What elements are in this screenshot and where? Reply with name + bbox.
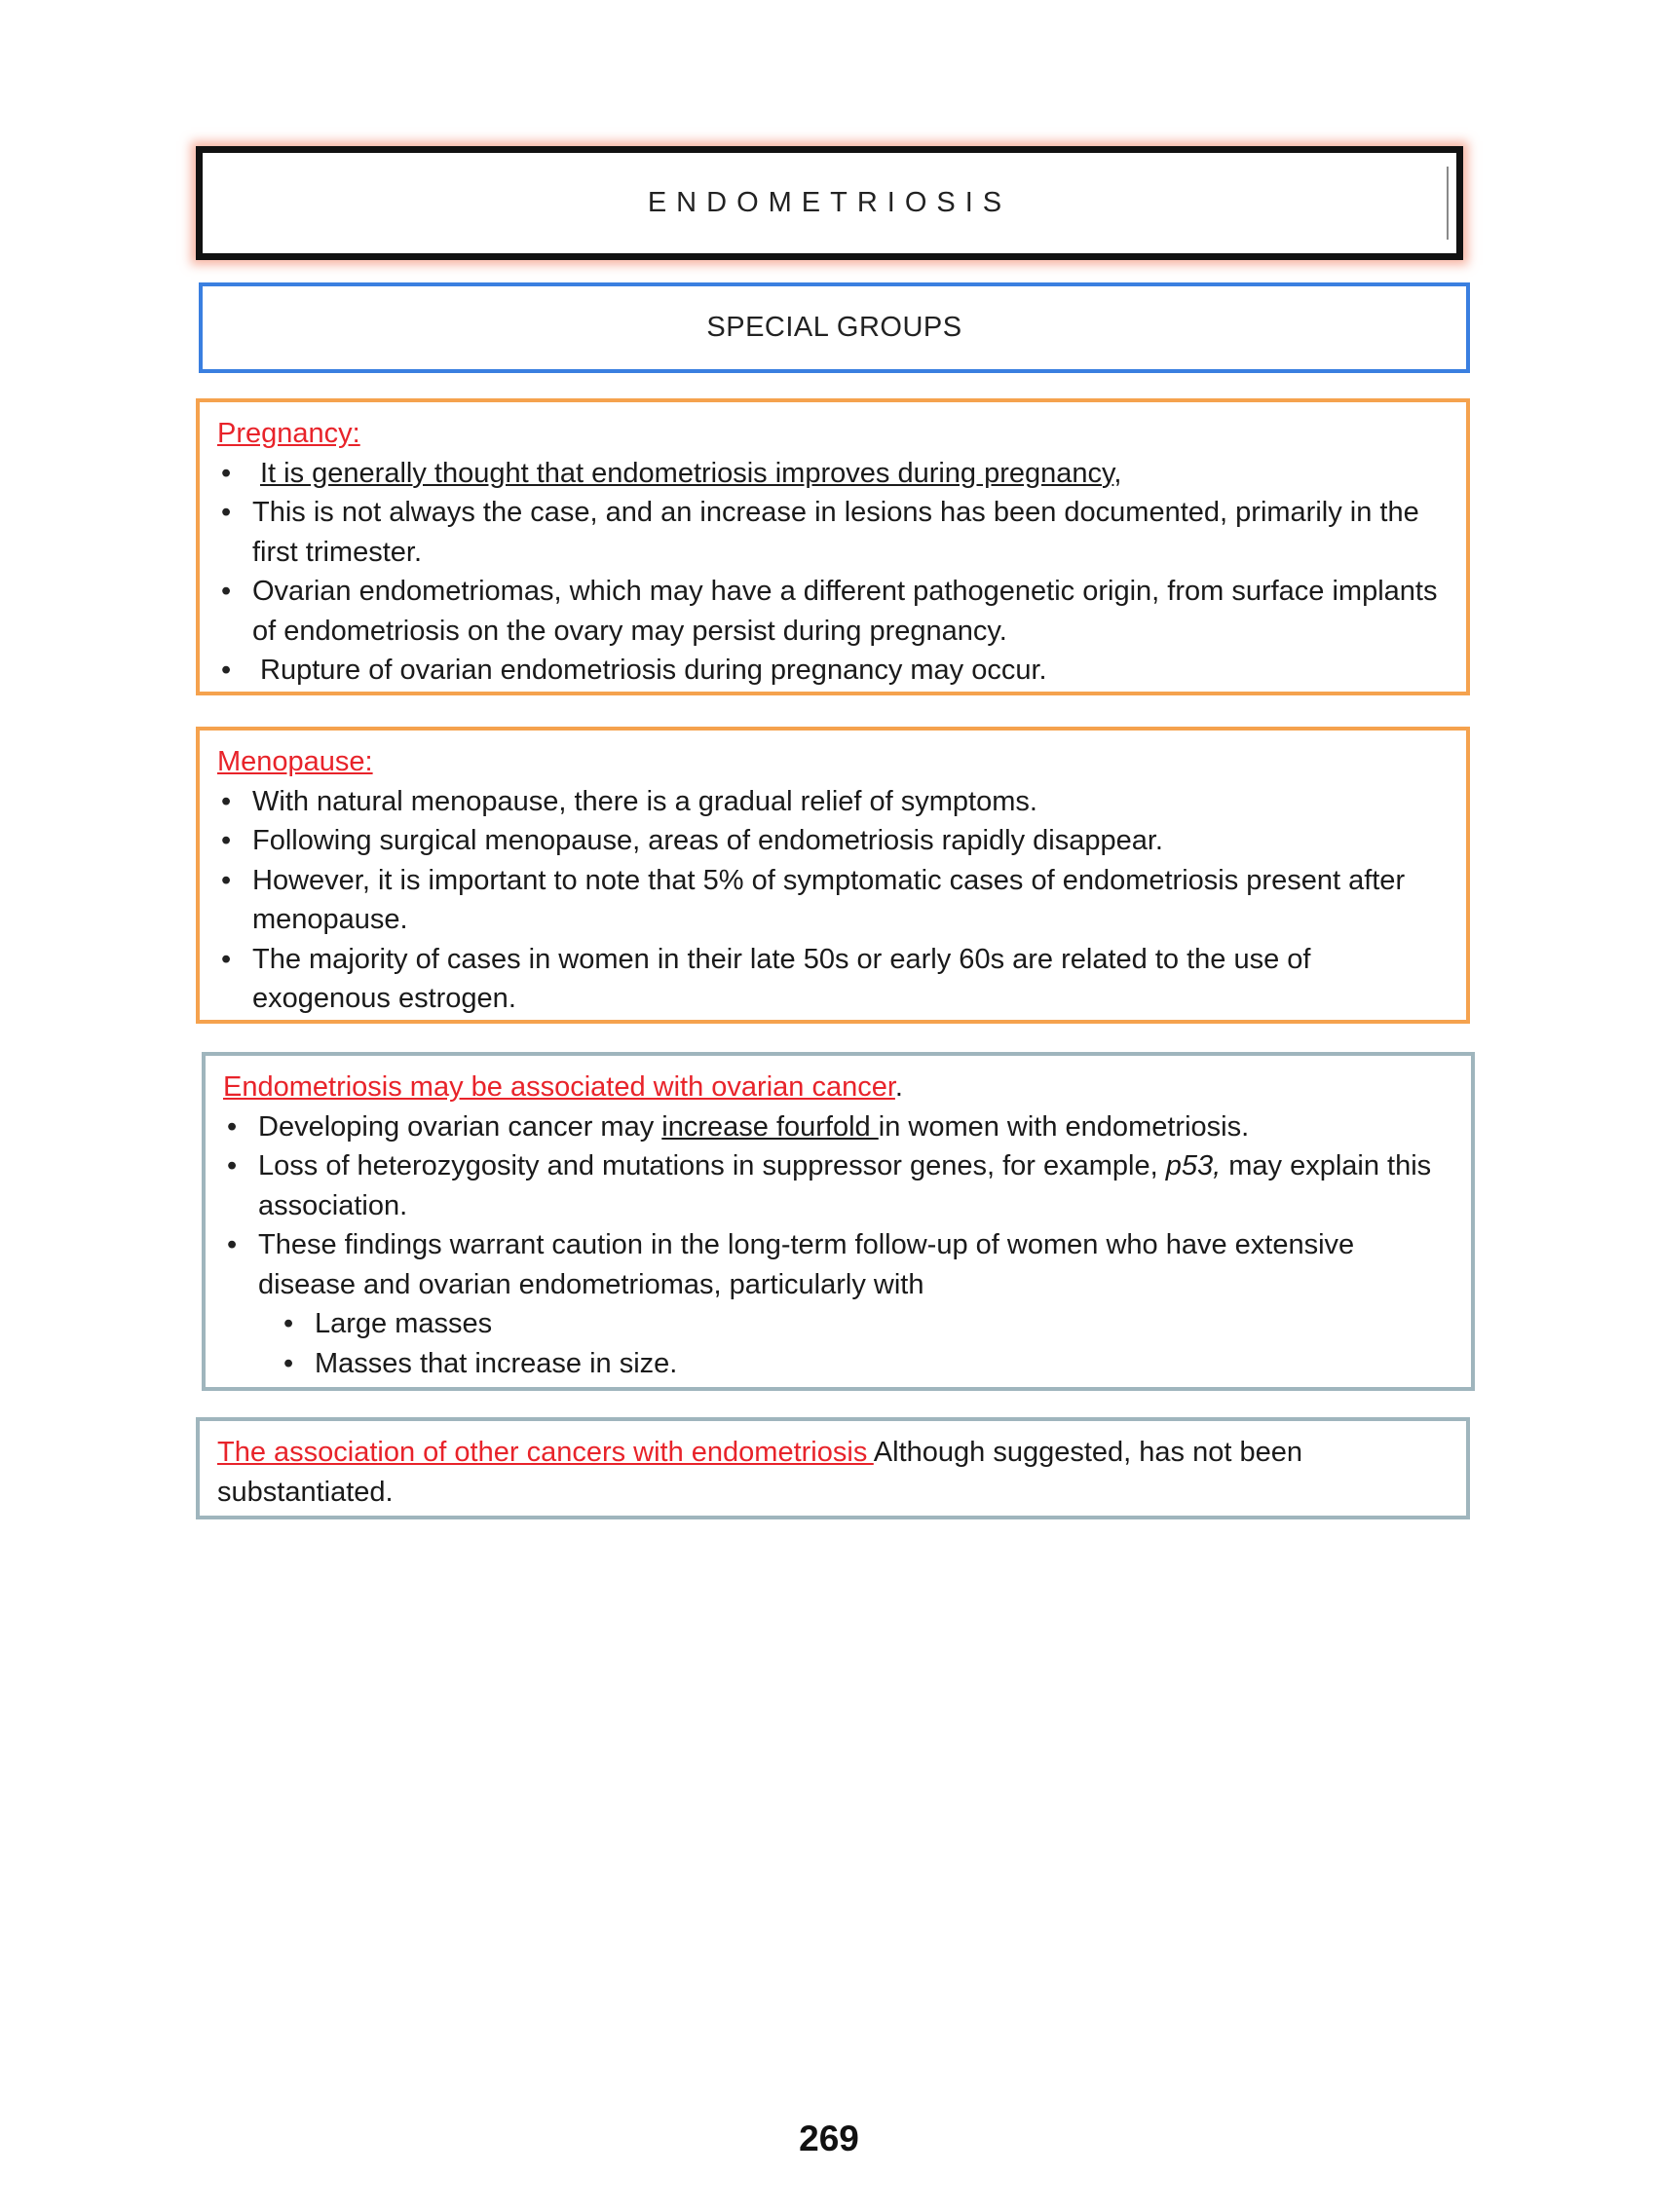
menopause-box <box>196 727 1470 1024</box>
list-item: • It is generally thought that endometriosis improves during pregnancy, <box>217 454 1449 494</box>
list-item: • However, it is important to note that 5% of symptomatic cases of endometriosis present after menopause. <box>217 861 1449 940</box>
title-banner <box>196 146 1463 260</box>
cancer-heading-line: Endometriosis may be associated with ovarian cancer. <box>223 1071 903 1103</box>
other-cancers-text: The association of other cancers with endometriosis Although suggested, has not been substantiated. <box>217 1437 1302 1508</box>
list-item: • Ovarian endometriomas, which may have a different pathogenetic origin, from surface implants of endometriosis on the ovary may persist during pregnancy. <box>217 572 1449 651</box>
list-item: • With natural menopause, there is a gradual relief of symptoms. <box>217 782 1449 822</box>
banner-edge-line <box>1447 167 1449 240</box>
list-item: • Following surgical menopause, areas of endometriosis rapidly disappear. <box>217 821 1449 861</box>
page-number: 269 <box>799 2118 859 2158</box>
pregnancy-list <box>217 454 1449 691</box>
list-item: • The majority of cases in women in their late 50s or early 60s are related to the use of exogenous estrogen. <box>217 940 1449 1019</box>
sub-list-item: • Masses that increase in size. <box>280 1344 1453 1384</box>
pregnancy-heading: Pregnancy: <box>217 418 360 449</box>
list-item: • Rupture of ovarian endometriosis during pregnancy may occur. <box>217 651 1449 691</box>
other-cancers-box <box>196 1417 1470 1519</box>
list-item: • This is not always the case, and an increase in lesions has been documented, primarily in the first trimester. <box>217 493 1449 572</box>
sub-list-item: • Large masses <box>280 1304 1453 1344</box>
pregnancy-box <box>196 398 1470 695</box>
section-subtitle: SPECIAL GROUPS <box>706 312 962 343</box>
other-cancers-heading: The association of other cancers with endometriosis <box>217 1437 874 1468</box>
cancer-heading: Endometriosis may be associated with ovarian cancer <box>223 1071 895 1103</box>
ovarian-cancer-box <box>202 1052 1475 1391</box>
cancer-list <box>223 1107 1453 1384</box>
list-item: • Developing ovarian cancer may increase fourfold in women with endometriosis. <box>223 1107 1453 1147</box>
subtitle-banner <box>199 282 1470 373</box>
menopause-list <box>217 782 1449 1019</box>
list-item: • Loss of heterozygosity and mutations in suppressor genes, for example, p53, may explain this association. <box>223 1146 1453 1225</box>
list-item: • These findings warrant caution in the long-term follow-up of women who have extensive disease and ovarian endometriomas, particularly with <box>223 1225 1453 1304</box>
page-title: ENDOMETRIOSIS <box>647 187 1012 218</box>
menopause-heading: Menopause: <box>217 746 373 777</box>
